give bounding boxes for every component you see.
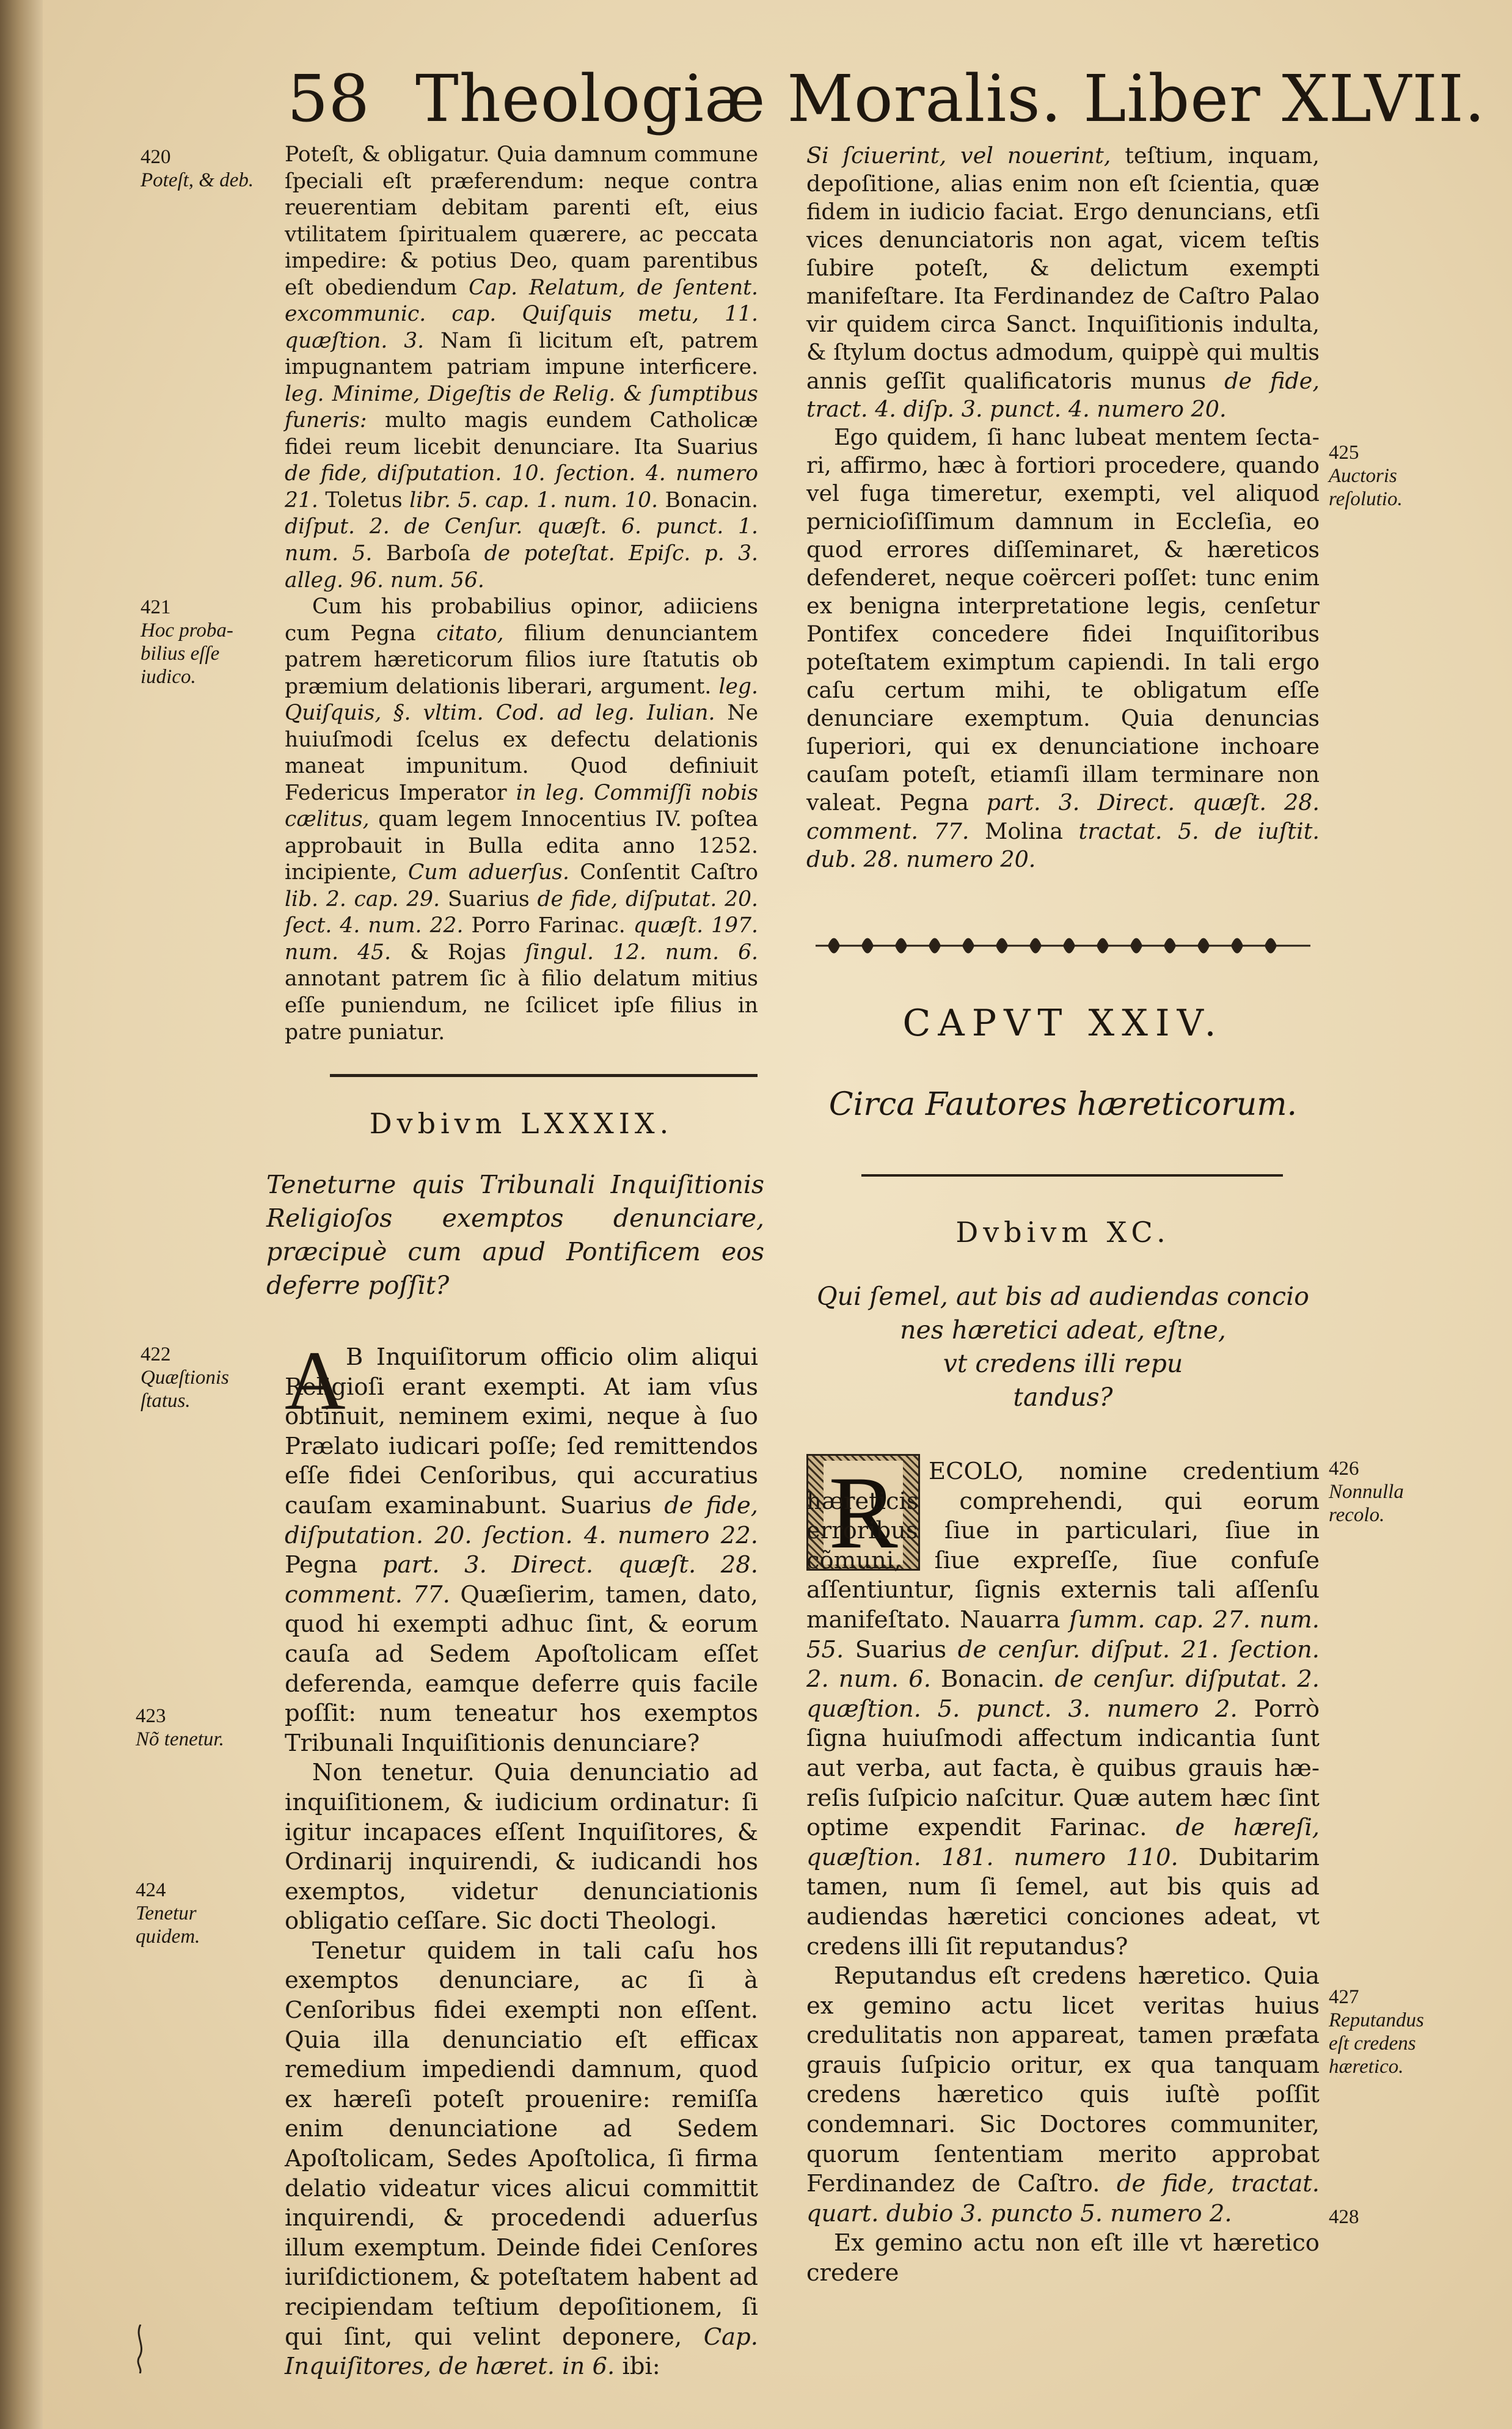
paragraph: [285, 1758, 758, 1937]
running-header: [287, 61, 1486, 136]
citation: de fide, tract. 4. diſp. 3. punct. 4. numero 20.: [806, 367, 1320, 422]
citation: in leg. Commiſſi nobis cælitus,: [285, 780, 758, 832]
section-divider: [861, 1174, 1283, 1177]
text-run: Porro Farinac.: [463, 913, 634, 938]
ink-mark-icon: [131, 2325, 150, 2373]
question-line: tandus?: [1013, 1383, 1113, 1412]
paragraph: [806, 1457, 1320, 1962]
text-run: Suarius: [440, 886, 538, 911]
text-run: Pegna: [285, 1551, 382, 1579]
margin-text: Hoc probabilius eſſe iudico.: [141, 619, 233, 688]
citation: de cenſur. diſput. 21. ſection. 2. num. 6.: [806, 1635, 1320, 1693]
text-run: Non tenetur. Quia denunciatio ad inquiſitionem, & iudicium ordinatur: ſi igitur incapaces eſſent Inquiſitores, & Ordinarij inquirendi, & iudicandi hos exemptos, videtur denunciationis obligatio ceſſare. Sic docti Theologi.: [285, 1759, 758, 1935]
citation: tractat. 5. de iuſtit. dub. 28. numero 20.: [806, 817, 1320, 872]
margin-note-422: [141, 1343, 269, 1412]
ornament-fleurons-icon: [816, 927, 1310, 964]
margin-number: 424: [136, 1879, 166, 1901]
paragraph: [285, 1937, 758, 2382]
paragraph: [806, 142, 1320, 423]
page-number: 58: [287, 61, 370, 136]
text-run: Quæſierim, tamen, dato, quod hi exempti adhuc ſint, & eorum cauſa ad Sedem Apoſtolicam eſſet deferenda, eamque deferre quis facile poſſit: num teneatur hos exemptos Tribunali Inquiſitionis denunciare?: [285, 1580, 758, 1757]
margin-note-424: [136, 1879, 258, 1948]
text-run: Conſentit Caſtro: [569, 860, 758, 885]
text-run: Barboſa: [372, 541, 484, 566]
citation: citato,: [436, 621, 504, 646]
text-run: Ex gemino actu non eſt ille vt hæretico credere: [806, 2229, 1320, 2287]
citation: de poteſtat. Epiſc. p. 3. alleg. 96. num. 56.: [285, 541, 758, 593]
paragraph: [285, 1334, 758, 1758]
question-90: [806, 1280, 1320, 1414]
right-column-bottom: [806, 1457, 1320, 2288]
citation: Si ſciuerint, vel nouerint,: [806, 142, 1111, 169]
text-run: Dubitarim tamen, num ſi ſemel, aut bis quis ad audiendas hæretici conciones adeat, vt credens illi ſit reputandus?: [806, 1843, 1320, 1960]
text-run: Cum his probabilius opinor, adiiciens cum Pegna: [285, 594, 758, 646]
citation: leg. Quiſquis, §. vltim. Cod. ad leg. Iulian.: [285, 674, 758, 726]
chapter-subtitle: Circa Fautores hæreticorum.: [828, 1086, 1298, 1123]
margin-number: 428: [1329, 2206, 1359, 2228]
citation: Cum aduerſus.: [407, 860, 569, 885]
citation: Cap. Relatum, de ſentent. excommunic. cap. Quiſquis metu, 11. quæſtion. 3.: [285, 275, 759, 353]
citation: de cenſur. diſputat. 2. quæſtion. 5. punct. 3. numero 2.: [806, 1665, 1320, 1723]
text-run: filium denunciantem patrem hæreticorum filios iure ſtatutis ob præmium delationis liberari, argument.: [285, 621, 758, 699]
left-column-bottom: [285, 1334, 758, 2382]
margin-note-426: [1329, 1457, 1445, 1527]
right-column-top: [806, 142, 1320, 874]
paragraph: [285, 142, 758, 594]
margin-text: Quæſtionis ſtatus.: [141, 1367, 229, 1412]
paragraph: [285, 594, 758, 1046]
question-line: Qui ſemel, aut bis ad audiendas concio: [817, 1282, 1309, 1311]
citation: libr. 5. cap. 1. num. 10.: [409, 488, 659, 513]
section-divider: [330, 1074, 758, 1077]
margin-number: 422: [141, 1343, 171, 1365]
text-run: Molina: [969, 817, 1079, 844]
question-line: nes hæretici adeat, eſtne,: [900, 1315, 1226, 1345]
text-run: Suarius: [844, 1635, 958, 1664]
text-run: Ne huiuſmodi ſcelus ex defectu delationis maneat impunitum. Quod definiuit Federicus Imperator: [285, 701, 758, 805]
text-run: annotant patrem ſic à filio delatum mitius eſſe puniendum, ne ſcilicet ipſe filius in patre puniatur.: [285, 966, 758, 1045]
text-run: teſtium, inquam, depoſitione, alias enim non eſt ſcientia, quæ fidem in iudicio faciat. Ergo denuncians, etſi vices denunciatoris non agat, vicem teſtis ſubire poteſt, & delictum exempti manifeſtare. Ita Ferdinandez de Caſtro Palao vir quidem circa Sanct. Inquiſitionis indulta, & ſtylum doctus admodum, quippè qui multis annis geſſit qualificatoris munus: [806, 142, 1320, 394]
ornamental-band: [816, 927, 1310, 964]
citation: de hæreſi, quæſtion. 181. numero 110.: [806, 1814, 1320, 1871]
citation: part. 3. Direct. quæſt. 28. comment. 77.: [806, 789, 1320, 844]
text-run: Porrò ſigna huiuſmodi affectum indicantia ſunt aut verba, aut facta, è quibus grauis hæreſis ſuſpicio naſcitur. Quæ autem hæc ſint optime expendit Farinac.: [806, 1695, 1320, 1842]
margin-text: Poteſt, & deb.: [141, 169, 254, 191]
citation: de fide, tractat. quart. dubio 3. puncto 5. numero 2.: [806, 2170, 1320, 2227]
chapter-heading: CAPVT XXIV.: [902, 1002, 1224, 1045]
margin-number: 421: [141, 596, 171, 618]
margin-text: Auctoris reſolutio.: [1329, 465, 1403, 510]
paragraph: [806, 423, 1320, 874]
question-line: vt credens illi repu: [943, 1349, 1183, 1378]
margin-note-421: [141, 596, 269, 689]
dubium-heading-90: Dvbivm XC.: [955, 1216, 1171, 1249]
text-run: ibi:: [615, 2353, 660, 2381]
text-run: Reputandus eſt credens hæretico. Quia ex gemino actu licet veritas huius credulitatis non appareat, tamen præfata grauis ſuſpicio oritur, ex qua tanquam credens hæretico quis iuſtè poſſit condemnari. Sic Doctores communiter, quorum ſententiam merito approbat Ferdinandez de Caſtro.: [806, 1962, 1320, 2198]
margin-number: 426: [1329, 1458, 1359, 1480]
text-run: Nam ſi licitum eſt, patrem impugnantem patriam impune interficere.: [285, 328, 758, 380]
text-run: & Rojas: [391, 940, 525, 965]
citation: de fide, diſputation. 20. ſection. 4. numero 22.: [285, 1491, 758, 1549]
margin-number: 425: [1329, 442, 1359, 464]
text-run: Bonacin.: [658, 488, 758, 513]
margin-text: Reputandus eſt credens hæretico.: [1329, 2009, 1424, 2078]
citation: part. 3. Direct. quæſt. 28. comment. 77.: [285, 1551, 758, 1609]
text-run: Ego quidem, ſi hanc lubeat mentem ſectari, affirmo, hæc à fortiori procedere, quando vel fuga timeretur, exempti, vel aliquod pernicioſiſſimum damnum in Eccleſia, eo quod errores diſſeminaret, & hæreticos defenderet, neque coërceri poſſet: tunc enim ex benigna interpretatione legis, cenſetur Pontifex concedere fidei Inquiſitoribus poteſtatem eximptum capiendi. In tali ergo caſu certum mihi, te obligatum eſſe denunciare exemptum. Quia denuncias ſuperiori, qui ex denunciatione inchoare cauſam poteſt, etiamſi illam terminare non valeat. Pegna: [806, 423, 1320, 816]
margin-number: 420: [141, 146, 171, 168]
left-column-top: [285, 142, 758, 1046]
citation: lib. 2. cap. 29.: [285, 886, 440, 911]
page-gutter-shadow: [0, 0, 43, 2429]
citation: quæſt. 197. num. 45.: [285, 913, 758, 965]
margin-number: 423: [136, 1705, 166, 1727]
citation: ſumm. cap. 27. num. 55.: [806, 1605, 1320, 1664]
text-run: quam legem Innocentius IV. poſtea approbauit in Bulla edita anno 1252. incipiente,: [285, 807, 758, 885]
initial-letter: R: [824, 1461, 902, 1565]
margin-number: 427: [1329, 1986, 1359, 2008]
text-run: Poteſt, & obligatur. Quia damnum commune ſpeciali eſt præferendum: neque contra reuerentiam debitam parenti eſt, eius vtilitatem ſpiritualem quærere, ac peccata impedire: & potius Deo, quam parentibus eſt obediendum: [285, 142, 758, 300]
citation: leg. Minime, Digeſtis de Relig. & ſumptibus funeris:: [285, 381, 758, 433]
text-run: Bonacin.: [930, 1665, 1055, 1693]
question-text: Teneturne quis Tribunali Inquiſitionis Religioſos exemptos denunciare, præcipuè cum apud Pontificem eos deferre poſſit?: [266, 1170, 764, 1300]
text-run: Toletus: [318, 488, 410, 513]
text-run: Tenetur quidem in tali caſu hos exemptos denunciare, ac ſi à Cenſoribus fidei exempti non eſſent. Quia illa denunciatio eſt efficax remedium impediendi damnum, quod ex hæreſi poteſt prouenire: remiſſa enim denunciatione ad Sedem Apoſtolicam, Sedes Apoſtolica, ſi firma delatio videatur vices alicui committit inquirendi, & procedendi aduerſus illum exemptum. Deinde fidei Cenſores iuriſdictionem, & poteſtatem habent ad recipiendam teſtium depoſitionem, ſi qui ſint, qui velint deponere,: [285, 1937, 758, 2351]
margin-text: Tenetur quidem.: [136, 1902, 200, 1948]
citation: de fide, diſputation. 10. ſection. 4. numero 21.: [285, 461, 758, 513]
margin-note-427: [1329, 1985, 1445, 2078]
citation: Cap. Inquiſitores, de hæret. in 6.: [285, 2323, 758, 2381]
text-run: B Inquiſitorum officio olim aliqui Religioſi erant exempti. At iam vſus obtinuit, neminem eximi, neque à ſuo Prælato iudicari poſſe; ſed remittendos eſſe fidei Cenſoribus, qui accuratius cauſam examinabunt. Suarius: [285, 1343, 758, 1519]
citation: diſput. 2. de Cenſur. quæſt. 6. punct. 1. num. 5.: [285, 514, 758, 566]
text-run: ECOLO, nomine credentium hæreticis comprehendi, qui eorum erroribus ſiue in particulari, ſiue in cõmuni, ſiue expreſſe, ſiue confuſe aſſentiuntur, ſignis externis tali aſſenſu manifeſtato. Nauarra: [806, 1458, 1320, 1634]
margin-text: Nõ tenetur.: [136, 1728, 224, 1750]
margin-note-423: [136, 1704, 267, 1751]
paragraph: [806, 2229, 1320, 2288]
margin-note-420: [141, 145, 269, 192]
running-title: Theologiæ Moralis. Liber XLVII.: [415, 61, 1486, 136]
drop-cap-a: A: [285, 1334, 346, 1427]
paragraph: [806, 1962, 1320, 2229]
citation: ſingul. 12. num. 6.: [525, 940, 759, 965]
citation: de fide, diſputat. 20. ſect. 4. num. 22.: [285, 886, 759, 938]
margin-text: Nonnulla recolo.: [1329, 1481, 1404, 1526]
dubium-heading-89: Dvbivm LXXXIX.: [369, 1107, 674, 1140]
text-run: multo magis eundem Catholicæ fidei reum licebit denunciare. Ita Suarius: [285, 408, 758, 459]
margin-note-428: [1329, 2205, 1445, 2229]
question-89: [266, 1168, 764, 1302]
margin-note-425: [1329, 441, 1445, 511]
